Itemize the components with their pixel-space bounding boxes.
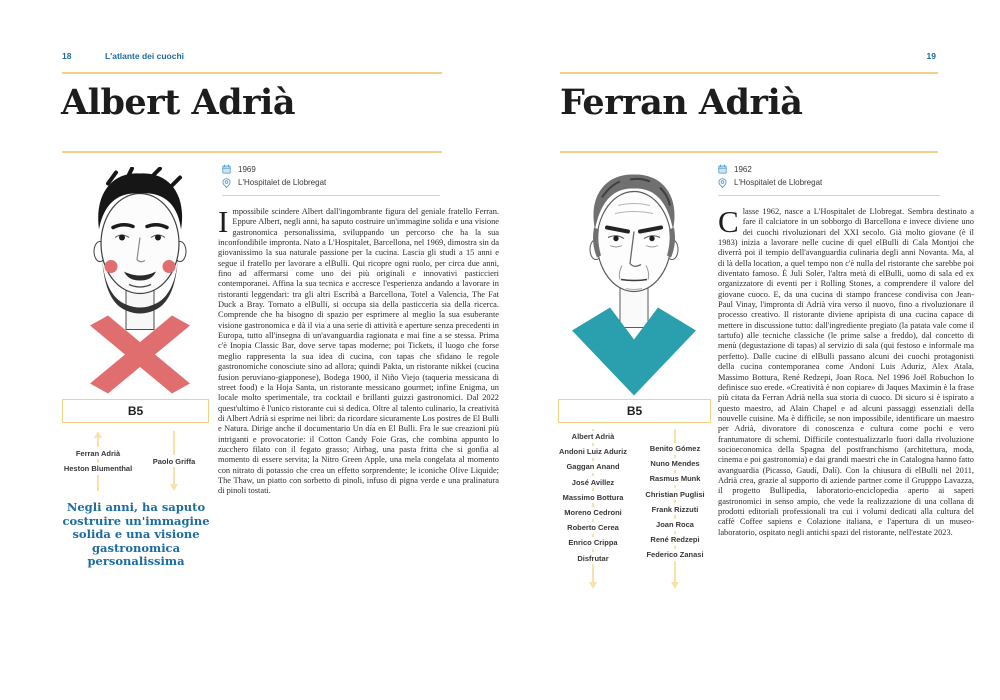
influenced-column-2 [636,429,714,589]
related-chef-name: Albert Adrià [569,431,618,443]
ferran-portrait-illustration [560,167,708,398]
related-chef-name: Frank Rizzuti [649,503,702,515]
chef-name-title-left: Albert Adrià [61,82,296,123]
title-rule-right [560,151,938,153]
influence-diagram-left [60,431,212,491]
title-rule-left [62,151,442,153]
biography-body-left: mpossibile scindere Albert dall'ingombrante figura del geniale fratello Ferran. Eppure Albert, negli anni, ha saputo costruire un'immagine solida e una visione gastronomica personalissima, sviluppando un percorso che ha la sua inconfondibile impronta. Nato a L'Hospitalet, Barcellona, nel 1969, dimostra sin da giovanissimo la sua naturale passione per la cucina. Lascia gli studi a 15 anni e segue il fratello per lavorare a elBulli. Qui ricopre ogni ruolo, per circa due anni, fino ad affermarsi come uno dei più originali e innovativi pasticcieri contemporanei. Affina la sua tecnica e accresce l'esperienza andando a lavorare in ristoranti leggendari: tra gli altri Escribà a Barcellona, Totel a Valencia, The Fat Duck a Bray. Tornato a elBulli, si occupa sia della pasticceria sia della ricerca. Comprende che ha bisogno di spazio per esprimere al meglio la sua esuberante visione gastronomica e dà il via a una serie di attività e aperture senza precedenti in Europa, tutto all'insegna di un'avanguardia ragionata e mai fine a se stessa. Prima c'è Inopia Classic Bar, dove serve tapas moderne; poi Tickets, il luogo che forse meglio rappresenta la sua idea di cucina, con tapas che sfidano le regole gastronomiche conosciute sino ad allora; quindi Pakta, un ristorante nikkei (cucina fusion peruviano-giapponese), Bodega 1900, il Niño Viejo (taqueria messicana di street food) e la Hoja Santa, un ristorante messicano gourmet; infine Enigma, un locale molto sperimentale, tra cocktail e brillanti guizzi gastronomici. Dal 2022 quest'ultimo è l'unico ristorante cui si dedica. Oltre al talento culinario, la creatività di Albert Adrià si esprime nei libri: da ricordare sicuramente Los postres de El Bulli e Natura. Dirige anche il documentario Un día en El Bulli. Fra le sue creazioni più intriganti e provocatorie: il Cotton Candy Foie Gras, che combina appunto lo zucchero filato con il fegato grasso; Airbag, una pasta fritta che si gonfia al momento di essere servita; la Nitro Green Apple, una mela congelata al momento con nitrato di potassio che crea un effetto sorprendente; le iconiche Olive Liquide; The Thaw, un piatto con sorbetto di pinoli, infuso di pigna verde e una pralinatura di pinoli tostati. [218,207,499,496]
related-chef-name: Nuno Mendes [647,458,702,470]
chef-info-left [222,164,440,196]
info-rule-left [222,195,440,197]
arrow-up-icon [94,431,102,491]
birth-place-row [718,178,940,188]
albert-portrait-svg [66,167,214,398]
category-label-right: B5 [626,404,643,418]
influenced-column-1 [554,429,632,589]
header-rule-left [62,72,442,74]
page-number-right: 19 [926,51,936,61]
birth-year-row [222,164,440,174]
calendar-icon [222,164,231,174]
birth-year-row [718,164,940,174]
info-rule-right [718,195,940,197]
location-pin-icon [222,178,231,188]
drop-cap-left: I [218,204,229,239]
chef-name-title-right: Ferran Adrià [560,82,803,123]
biography-text-left [218,204,499,497]
biography-body-right: lasse 1962, nasce a L'Hospitalet de Llobregat. Sembra destinato a fare il calciatore in un sobborgo di Barcellona e invece diviene uno dei cuochi rivoluzionari del XXI secolo. Già molto giovane (è il 1983) inizia a lavorare nelle cucine di quel elBulli di Cala Montjoi che diverrà poi il tempio dell'avanguardia culinaria degli anni Novanta. Ma, al di là della location, a quel tempo non c'è nulla del ristorante che sarebbe poi diventato famoso. È Juli Soler, l'altra metà di elBulli, uomo di sala ed ex organizzatore di eventi per i Rolling Stones, a comprendere il valore del giovane cuoco. E, da una cucina di stampo francese condivisa con Jean-Paul Vinay, l'impronta di Adrià vira verso il nuovo, fino a rivoluzionare il processo creativo. Il ristorante diviene apripista di una cucina capace di mettere in discussione tutto: dall'ingrediente pregiato (la patata vale come il tartufo) alle tecniche classiche (le prime salse a freddo), dal concetto di menù (degustazione di tapas) al servizio di sala (qui festoso e informale ma perfetto). Dalle cucine di elBulli passano alcuni dei cuochi protagonisti della cucina contemporanea come Andoni Luis Aduriz, Alex Atala, Massimo Bottura, René Redzepi, Joan Roca. Nel 1996 Joël Robuchon lo definisce suo erede. «Creatività è non copiare» di Jaques Maximin è la frase più citata da Ferran Adrià nella sua storia di cuoco. Di sicuro si è ispirato a questo maestro, ad Alain Chapel e ad alcuni passaggi essenziali della nouvelle cuisine. Ma è difficile, se non impossibile, identificare un maestro per Adrià, divoratore di conoscenza e cultura come pochi e vero frantumatore di schemi. Difficile contestualizzarlo fuori dalla rivoluzione socioeconomica della Spagna del postfranchismo (architettura, moda, cinema e poi gastronomia) e dai grandi maestri che in Catalogna hanno fatto avanguardia (Picasso, Gaudí, Dalí). Con la chiusura di elBulli nel 2011, Adrià crea, grazie al supporto di aziende partner come il Grupppo Lavazza, il progetto Bullipedia, laboratorio-enciclopedia aperto ai saperi gastronomici in senso ampio, che vede la realizzazione di una collana di prodotti editoriali professionali tra cui i volumi dedicati alla cultura del caffè Coffee sapiens e Colazione italiana, e l'apertura di un museo-laboratorio, ospitato negli antichi spazi del ristorante, nell'estate 2023. [718,207,974,537]
related-chef-name: Christian Puglisi [642,488,707,500]
ferran-portrait-svg [560,167,708,398]
pull-quote: Negli anni, ha saputo costruire un'immagine solida e una visione gastronomica personalissima [62,500,210,569]
related-chef-name: Joan Roca [653,519,697,531]
biography-text-right [718,204,974,538]
birth-place-row [222,178,440,188]
running-title: L'atlante dei cuochi [105,51,185,61]
birth-place: L'Hospitalet de Llobregat [238,178,327,187]
page-19 [500,0,1000,700]
related-chef-name: Heston Blumenthal [61,463,135,475]
related-chef-name: Roberto Cerea [564,522,622,534]
related-chef-name: Rasmus Munk [647,473,704,485]
category-label-left: B5 [127,404,144,418]
drop-cap-right: C [718,204,739,239]
influenced-column [136,431,212,491]
related-chef-name: Enrico Crippa [565,537,620,549]
related-chef-name: Gaggan Anand [563,461,622,473]
chef-info-right [718,164,940,196]
related-chef-name: Massimo Bottura [560,491,627,503]
influenced-by-column [60,431,136,491]
category-box-left [62,399,209,423]
page-number-left: 18 [62,51,72,61]
related-chef-name: Andoni Luiz Aduriz [556,446,630,458]
related-chef-name: José Avillez [569,476,617,488]
category-box-right [558,399,711,423]
related-chef-name: René Redzepi [647,534,702,546]
albert-portrait-illustration [66,167,214,398]
related-chef-name: Federico Zanasi [643,549,706,561]
influence-diagram-right [554,429,714,589]
birth-year: 1969 [238,164,256,174]
related-chef-name: Paolo Griffa [150,455,199,467]
birth-year: 1962 [734,164,752,174]
header-rule-right [560,72,938,74]
related-chef-name: Disfrutar [574,552,611,564]
birth-place: L'Hospitalet de Llobregat [734,178,823,187]
location-pin-icon [718,178,727,188]
related-chef-name: Moreno Cedroni [561,507,625,519]
calendar-icon [718,164,727,174]
related-chef-name: Ferran Adrià [73,447,123,459]
related-chef-name: Benito Gómez [647,443,703,455]
